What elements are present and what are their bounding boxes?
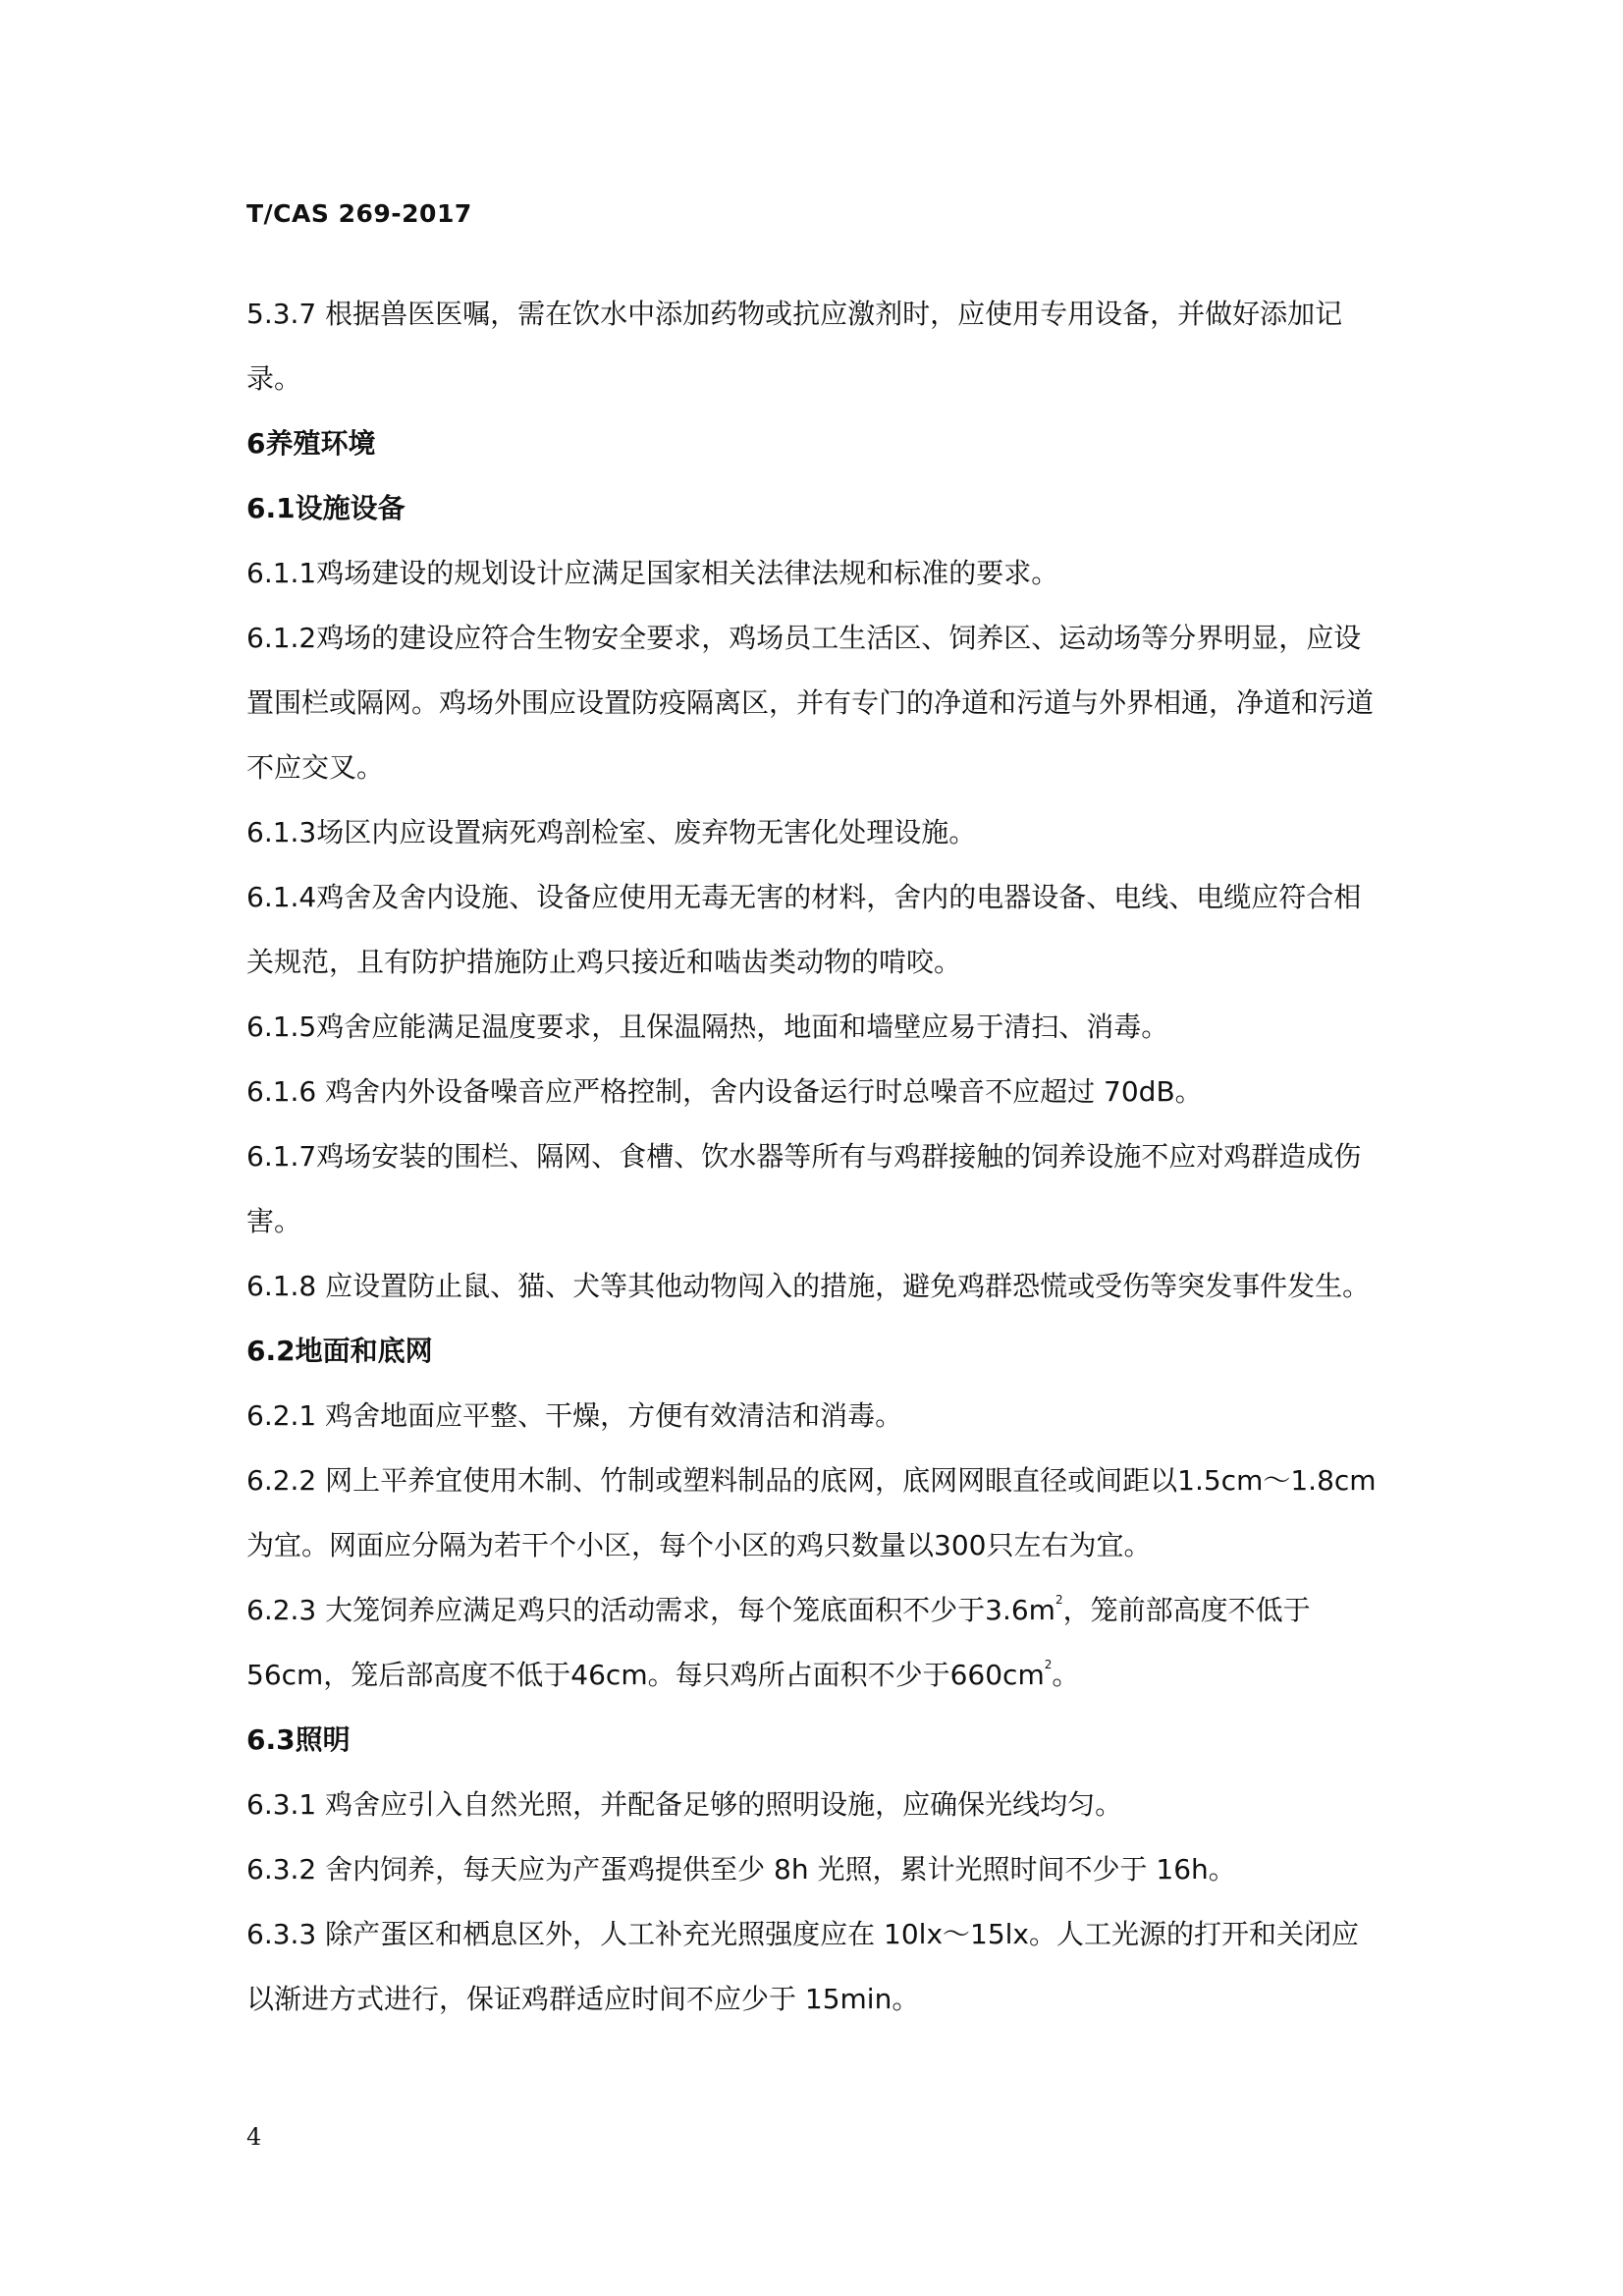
clause-6-1-1: 6.1.1鸡场建设的规划设计应满足国家相关法律法规和标准的要求。 — [246, 557, 1059, 589]
clause-6-3-1: 6.3.1 鸡舍应引入自然光照，并配备足够的照明设施，应确保光线均匀。 — [246, 1788, 1123, 1821]
clause-6-1-8: 6.1.8 应设置防止鼠、猫、犬等其他动物闯入的措施，避免鸡群恐慌或受伤等突发事件发生。 — [246, 1270, 1371, 1302]
clause-6-1-7: 6.1.7鸡场安装的围栏、隔网、食槽、饮水器等所有与鸡群接触的饲养设施不应对鸡群造成伤害。 — [246, 1140, 1362, 1237]
section-heading-6-2: 6.2地面和底网 — [246, 1335, 433, 1367]
clause-6-3-2: 6.3.2 舍内饲养，每天应为产蛋鸡提供至少 8h 光照，累计光照时间不少于 16h。 — [246, 1853, 1236, 1886]
section-heading-6: 6养殖环境 — [246, 427, 376, 460]
clause-6-2-3-part-a: 6.2.3 大笼饲养应满足鸡只的活动需求，每个笼底面积不少于3.6m — [246, 1594, 1055, 1626]
clause-6-1-5: 6.1.5鸡舍应能满足温度要求，且保温隔热，地面和墙壁应易于清扫、消毒。 — [246, 1011, 1169, 1043]
clause-6-1-4: 6.1.4鸡舍及舍内设施、设备应使用无毒无害的材料，舍内的电器设备、电线、电缆应符合相关规范，且有防护措施防止鸡只接近和啮齿类动物的啃咬。 — [246, 881, 1362, 978]
clause-6-2-3 — [246, 1578, 1385, 1708]
clause-6-1-3: 6.1.3场区内应设置病死鸡剖检室、废弃物无害化处理设施。 — [246, 816, 977, 848]
clause-6-2-1: 6.2.1 鸡舍地面应平整、干燥，方便有效清洁和消毒。 — [246, 1399, 903, 1432]
document-code: T/CAS 269-2017 — [246, 199, 472, 228]
clause-6-2-3-part-b: ，笼前部高度不低于56cm，笼后部高度不低于46cm。每只鸡所占面积不少于660cm — [246, 1594, 1311, 1691]
clause-6-3-3: 6.3.3 除产蛋区和栖息区外，人工补充光照强度应在 10lx～15lx。人工光源的打开和关闭应以渐进方式进行，保证鸡群适应时间不应少于 15min。 — [246, 1918, 1360, 2015]
clause-5-3-7: 5.3.7 根据兽医医嘱，需在饮水中添加药物或抗应激剂时，应使用专用设备，并做好添加记录。 — [246, 298, 1343, 395]
superscript-2: 2 — [1055, 1593, 1063, 1607]
section-heading-6-3: 6.3照明 — [246, 1723, 351, 1756]
section-heading-6-1: 6.1设施设备 — [246, 492, 406, 524]
clause-6-1-6: 6.1.6 鸡舍内外设备噪音应严格控制，舍内设备运行时总噪音不应超过 70dB。 — [246, 1075, 1203, 1108]
document-body — [246, 282, 1385, 2032]
clause-6-2-2: 6.2.2 网上平养宜使用木制、竹制或塑料制品的底网，底网网眼直径或间距以1.5cm～1.8cm为宜。网面应分隔为若干个小区，每个小区的鸡只数量以300只左右为宜。 — [246, 1464, 1377, 1561]
page-number: 4 — [246, 2123, 262, 2151]
superscript-2: 2 — [1044, 1658, 1053, 1671]
clause-6-1-2: 6.1.2鸡场的建设应符合生物安全要求，鸡场员工生活区、饲养区、运动场等分界明显，应设置围栏或隔网。鸡场外围应设置防疫隔离区，并有专门的净道和污道与外界相通，净道和污道不应交叉。 — [246, 622, 1375, 784]
clause-6-2-3-part-c: 。 — [1052, 1659, 1080, 1691]
